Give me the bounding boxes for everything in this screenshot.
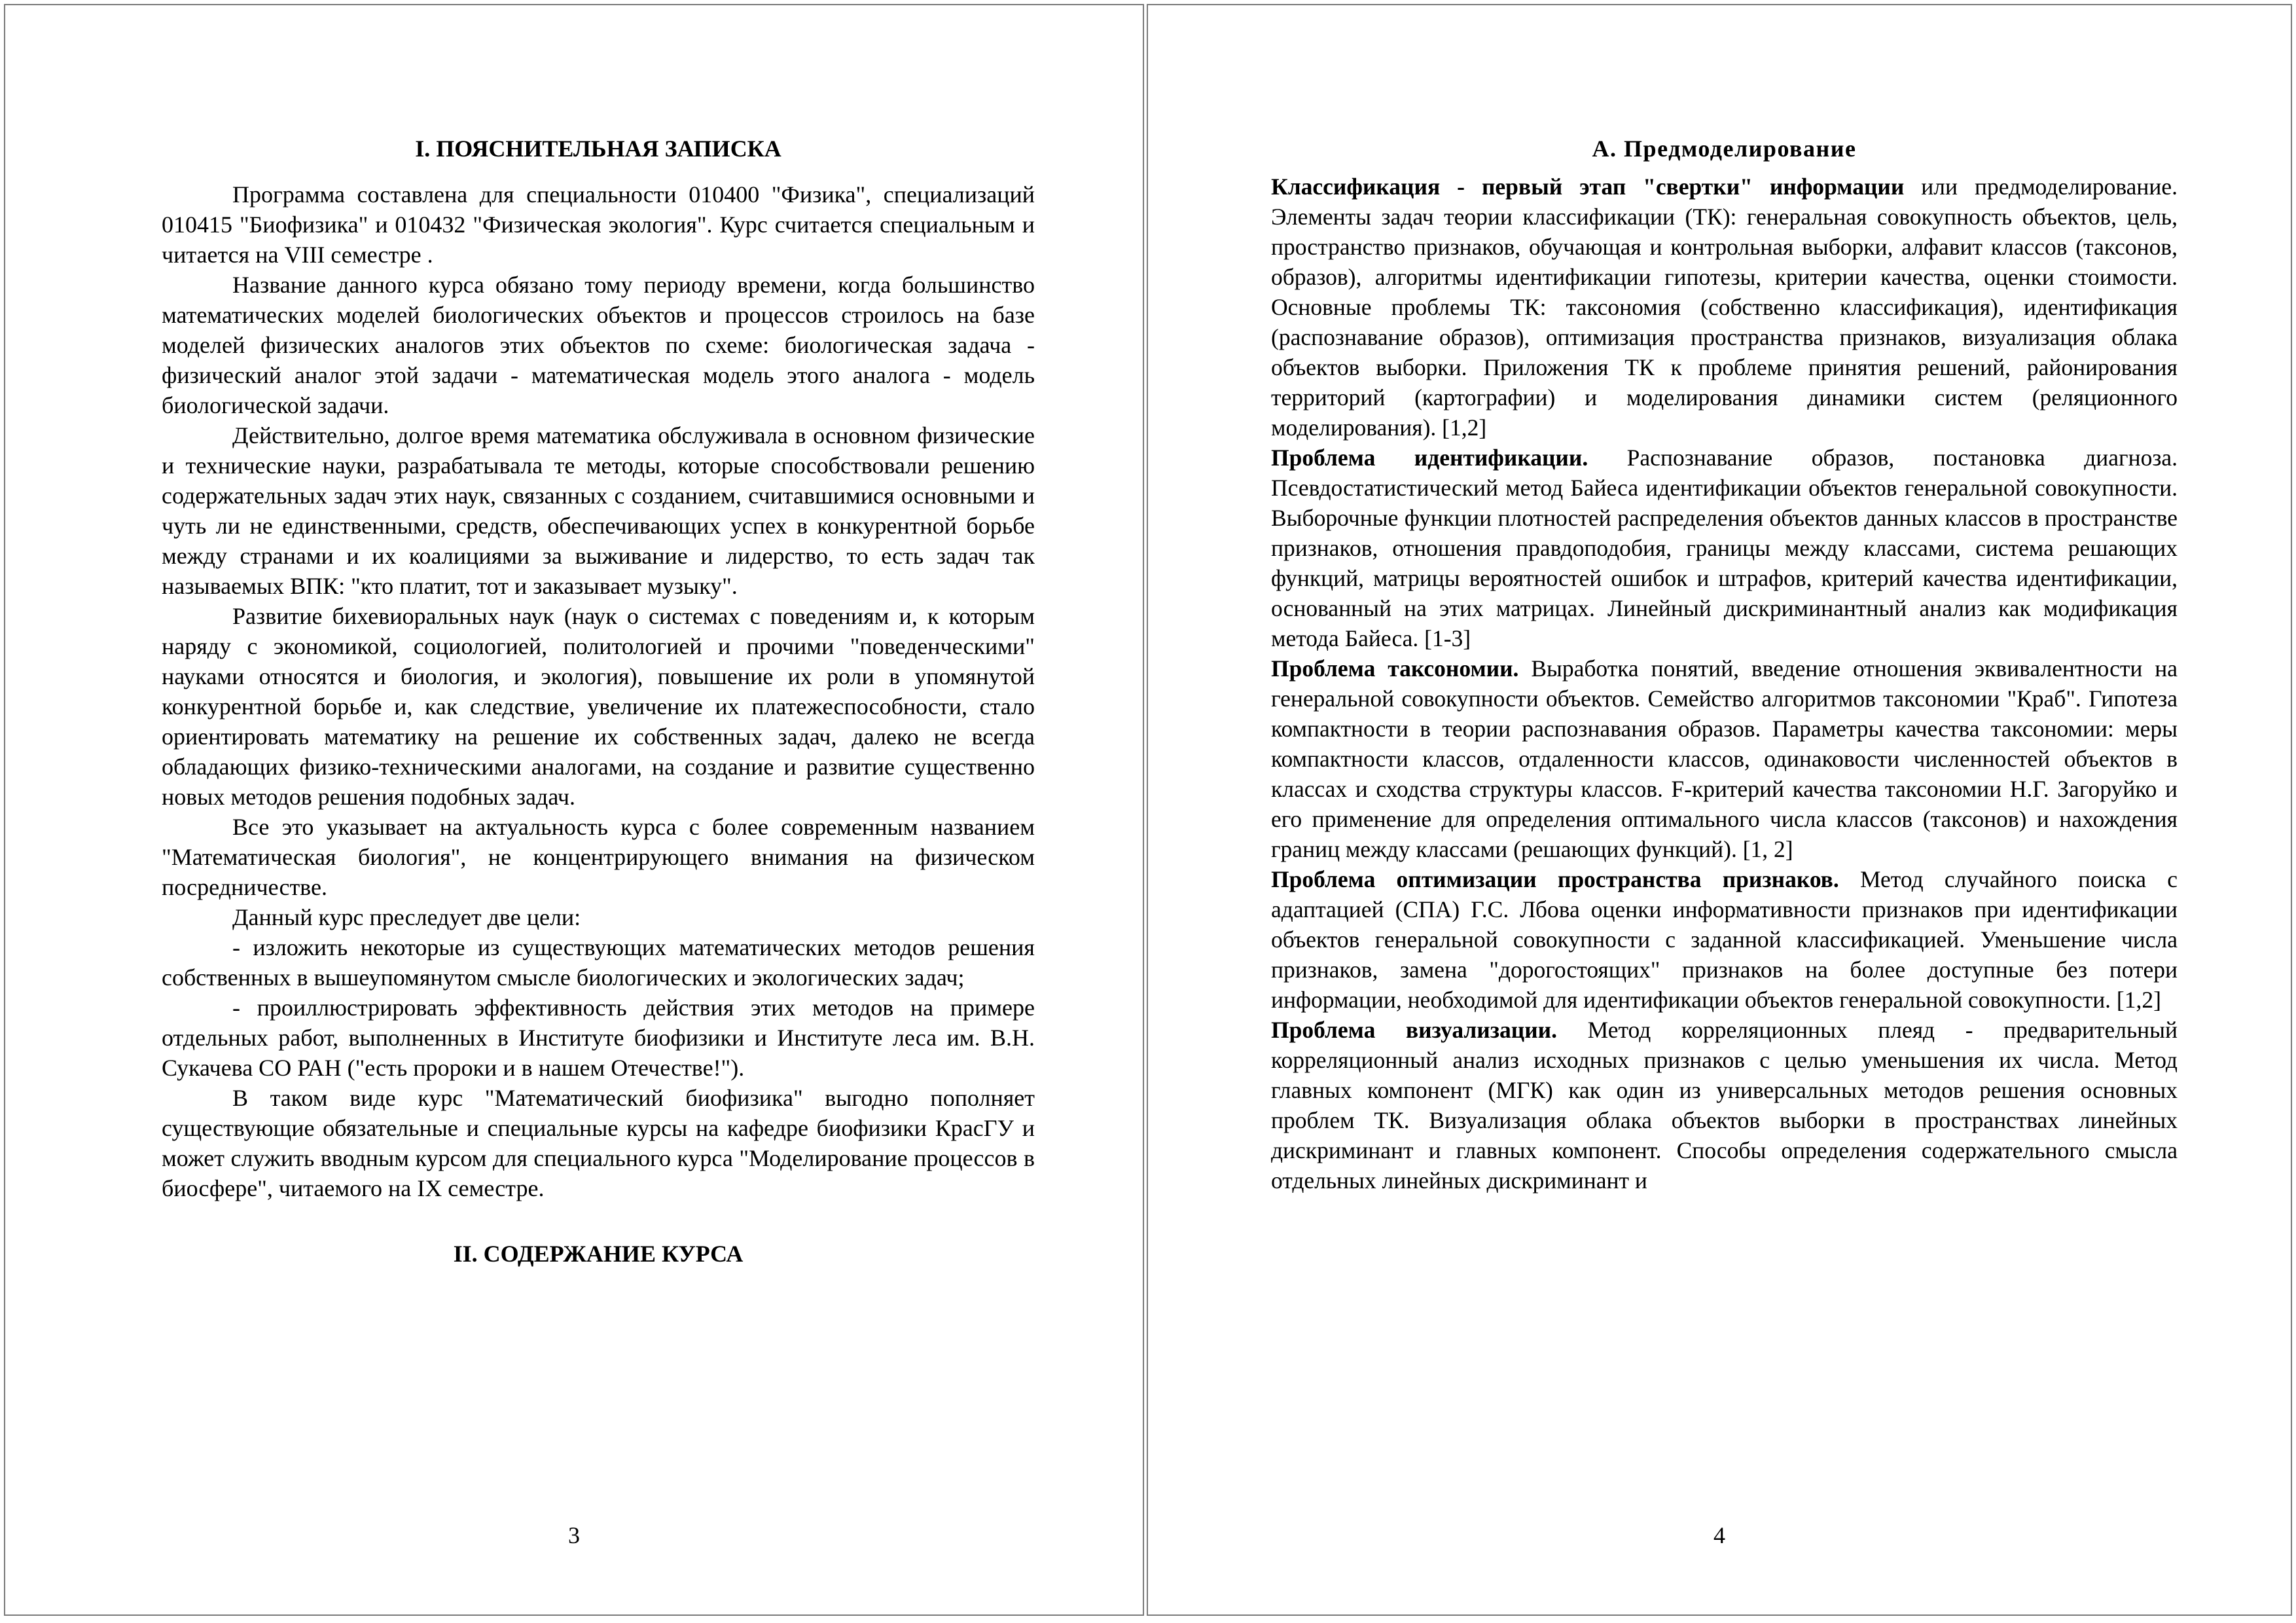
term-description: Метод корреляционных плеяд - предварительный корреляционный анализ исходных признаков с целью уменьшения их числа. Метод главных компонент (МГК) как один из универсальных методов решения основных проблем ТК. Визуализация облака объектов выборки в пространствах линейных дискриминант и главных компонент. Способы определения содержательного смысла отдельных линейных дискриминант и <box>1271 1017 2178 1194</box>
list-item: - изложить некоторые из существующих математических методов решения собственных в вышеупомянутом смысле биологических и экологических задач; <box>162 934 1035 991</box>
paragraph: Развитие бихевиоральных наук (наук о системах с поведениям и, к которым наряду с экономикой, социологией, политологией и прочими "поведенческими" науками относятся и биология, и экология), повышение их роли в упомянутой конкурентной борьбе и, как следствие, увеличение их платежеспособности, стало ориентировать математику на решение их собственных задач, далеко не всегда обладающих физико-техническими аналогами, на создание и развитие существенно новых методов решения подобных задач. <box>162 603 1035 810</box>
term-label: Классификация - первый этап "свертки" информации <box>1271 173 1905 200</box>
section-paragraph <box>1271 172 2178 443</box>
term-label: Проблема визуализации. <box>1271 1017 1558 1043</box>
left-page <box>4 4 1144 1616</box>
term-description: или предмоделирование. Элементы задач теории классификации (ТК): генеральная совокупность объектов, цель, пространство признаков, обучающая и контрольная выборки, алфавит классов (таксонов, образов), алгоритмы идентификации гипотезы, критерии качества, оценки стоимости. Основные проблемы ТК: таксономия (собственно классификация), идентификация (распознавание образов), оптимизация пространства признаков, визуализация облака объектов выборки. Приложения ТК к проблеме принятия решений, районирования территорий (картографии) и моделирования динамики систем (реляционного моделирования). [1,2] <box>1271 173 2178 441</box>
paragraph: Данный курс преследует две цели: <box>232 904 581 930</box>
paragraph: Программа составлена для специальности 010400 "Физика", специализаций 010415 "Биофизика" и 010432 "Физическая экология". Курс считается специальным и читается на VIII семестре . <box>162 181 1035 268</box>
section-paragraph <box>1271 443 2178 653</box>
section-heading-explanatory-note: I. ПОЯСНИТЕЛЬНАЯ ЗАПИСКА <box>415 136 781 162</box>
subsection-heading-premodeling: А. Предмоделирование <box>1592 136 1857 162</box>
term-description: Распознавание образов, постановка диагноза. Псевдостатистический метод Байеса идентификации объектов генеральной совокупности. Выборочные функции плотностей распределения объектов данных классов в пространстве признаков, отношения правдоподобия, границы между классами, система решающих функций, матрицы вероятностей ошибок и штрафов, критерий качества идентификации, основанный на этих матрицах. Линейный дискриминантный анализ как модификация метода Байеса. [1-3] <box>1271 445 2178 651</box>
paragraph: Название данного курса обязано тому периоду времени, когда большинство математических моделей биологических объектов и процессов строилось на базе моделей физических аналогов этих объектов по схеме: биологическая задача - физический аналог этой задачи - математическая модель этого аналога - модель биологической задачи. <box>162 272 1035 418</box>
paragraph: Все это указывает на актуальность курса с более современным названием "Математическая биология", не концентрирующего внимания на физическом посредничестве. <box>162 814 1035 900</box>
term-description: Выработка понятий, введение отношения эквивалентности на генеральной совокупности объектов. Семейство алгоритмов таксономии "Краб". Гипотеза компактности в теории распознавания образов. Параметры качества таксономии: меры компактности классов, отдаленности классов, одинаковости численностей объектов в классах и сходства структуры классов. F-критерий качества таксономии Н.Г. Загоруйко и его применение для определения оптимального числа классов (таксонов) и нахождения границ между классами (решающих функций). [1, 2] <box>1271 655 2178 862</box>
page-number: 3 <box>568 1522 580 1548</box>
list-item: - проиллюстрировать эффективность действия этих методов на примере отдельных работ, выполненных в Институте биофизики и Институте леса им. В.Н. Сукачева СО РАН ("есть пророки и в нашем Отечестве!"). <box>162 994 1035 1081</box>
page-number: 4 <box>1713 1522 1725 1548</box>
left-page-body <box>162 134 1035 1285</box>
section-paragraph <box>1271 653 2178 864</box>
term-label: Проблема оптимизации пространства признаков. <box>1271 866 1839 892</box>
section-heading-course-content: II. СОДЕРЖАНИЕ КУРСА <box>453 1241 744 1267</box>
section-paragraph <box>1271 1015 2178 1195</box>
right-page-body <box>1271 134 2178 1195</box>
section-paragraph <box>1271 864 2178 1015</box>
term-description: Метод случайного поиска с адаптацией (СПА) Г.С. Лбова оценки информативности признаков при идентификации объектов генеральной совокупности с заданной классификацией. Уменьшение числа признаков, замена "дорогостоящих" признаков на более доступные без потери информации, необходимой для идентификации объектов генеральной совокупности. [1,2] <box>1271 866 2178 1013</box>
paragraph: Действительно, долгое время математика обслуживала в основном физические и технические науки, разрабатывала те методы, которые способствовали решению содержательных задач этих наук, связанных с созданием, считавшимися основными и чуть ли не единственными, средств, обеспечивающих успех в конкурентной борьбе между странами и их коалициями за выживание и лидерство, то есть задач так называемых ВПК: "кто платит, тот и заказывает музыку". <box>162 422 1035 599</box>
right-page <box>1147 4 2292 1616</box>
term-label: Проблема идентификации. <box>1271 445 1588 471</box>
term-label: Проблема таксономии. <box>1271 655 1519 682</box>
paragraph: В таком виде курс "Математический биофизика" выгодно пополняет существующие обязательные и специальные курсы на кафедре биофизики КрасГУ и может служить вводным курсом для специального курса "Моделирование процессов в биосфере", читаемого на IX семестре. <box>162 1085 1035 1201</box>
